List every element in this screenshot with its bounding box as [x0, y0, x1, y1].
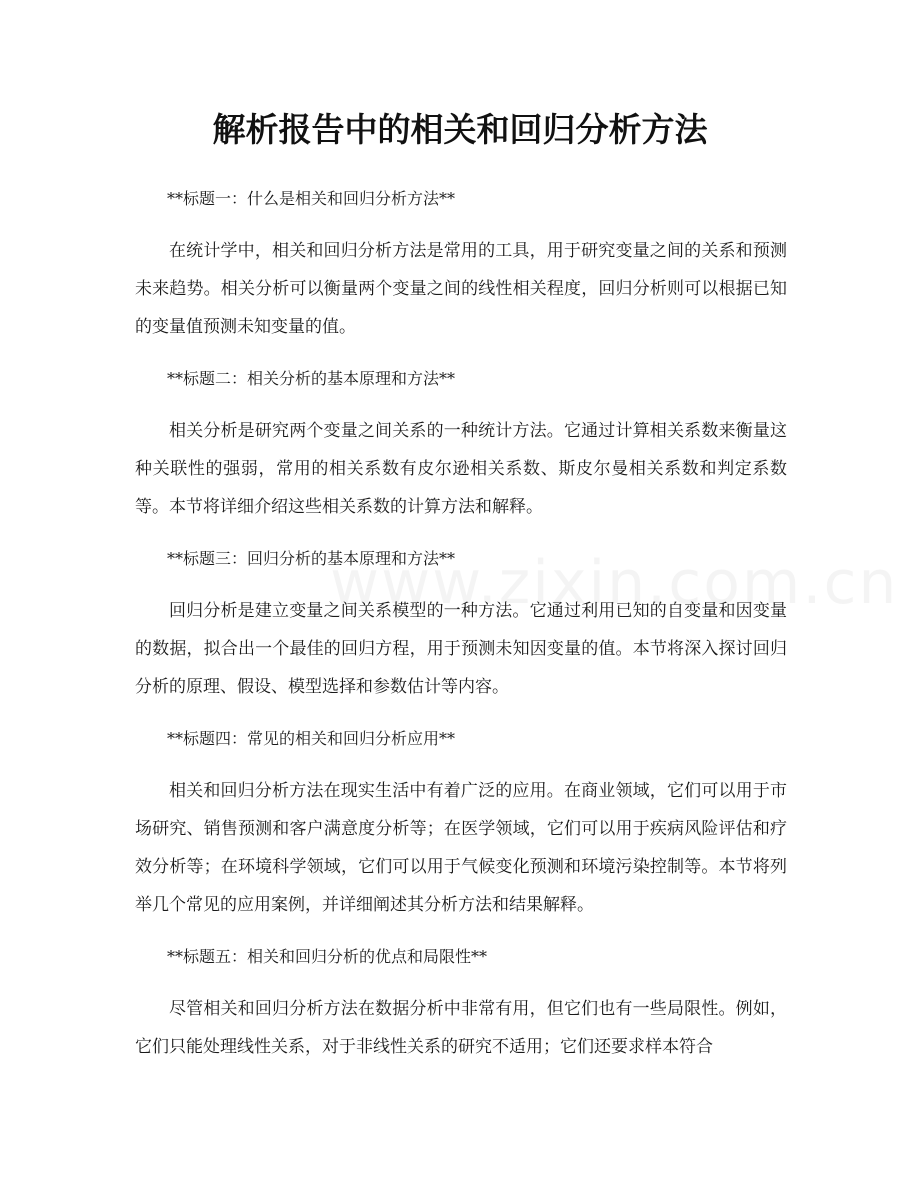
section-paragraph-2: 相关分析是研究两个变量之间关系的一种统计方法。它通过计算相关系数来衡量这种关联性的强弱，常用的相关系数有皮尔逊相关系数、斯皮尔曼相关系数和判定系数等。本节将详细介绍这些相关系数的计算方法和解释。: [135, 421, 787, 517]
section-heading-1: **标题一：什么是相关和回归分析方法**: [167, 189, 456, 208]
section-heading-3: **标题三：回归分析的基本原理和方法**: [167, 549, 456, 568]
document-title: 解析报告中的相关和回归分析方法: [212, 110, 708, 149]
document-body: [135, 180, 787, 1080]
section-heading-5: **标题五：相关和回归分析的优点和局限性**: [167, 947, 488, 966]
section-paragraph-5: 尽管相关和回归分析方法在数据分析中非常有用，但它们也有一些局限性。例如，它们只能处理线性关系，对于非线性关系的研究不适用；它们还要求样本符合: [135, 999, 787, 1057]
section-paragraph-4: 相关和回归分析方法在现实生活中有着广泛的应用。在商业领域，它们可以用于市场研究、销售预测和客户满意度分析等；在医学领域，它们可以用于疾病风险评估和疗效分析等；在环境科学领域，它们可以用于气候变化预测和环境污染控制等。本节将列举几个常见的应用案例，并详细阐述其分析方法和结果解释。: [135, 781, 787, 915]
section-heading-2: **标题二：相关分析的基本原理和方法**: [167, 369, 456, 388]
section-heading-4: **标题四：常见的相关和回归分析应用**: [167, 729, 456, 748]
section-paragraph-1: 在统计学中，相关和回归分析方法是常用的工具，用于研究变量之间的关系和预测未来趋势。相关分析可以衡量两个变量之间的线性相关程度，回归分析则可以根据已知的变量值预测未知变量的值。: [135, 241, 787, 337]
section-paragraph-3: 回归分析是建立变量之间关系模型的一种方法。它通过利用已知的自变量和因变量的数据，拟合出一个最佳的回归方程，用于预测未知因变量的值。本节将深入探讨回归分析的原理、假设、模型选择和参数估计等内容。: [135, 601, 787, 697]
